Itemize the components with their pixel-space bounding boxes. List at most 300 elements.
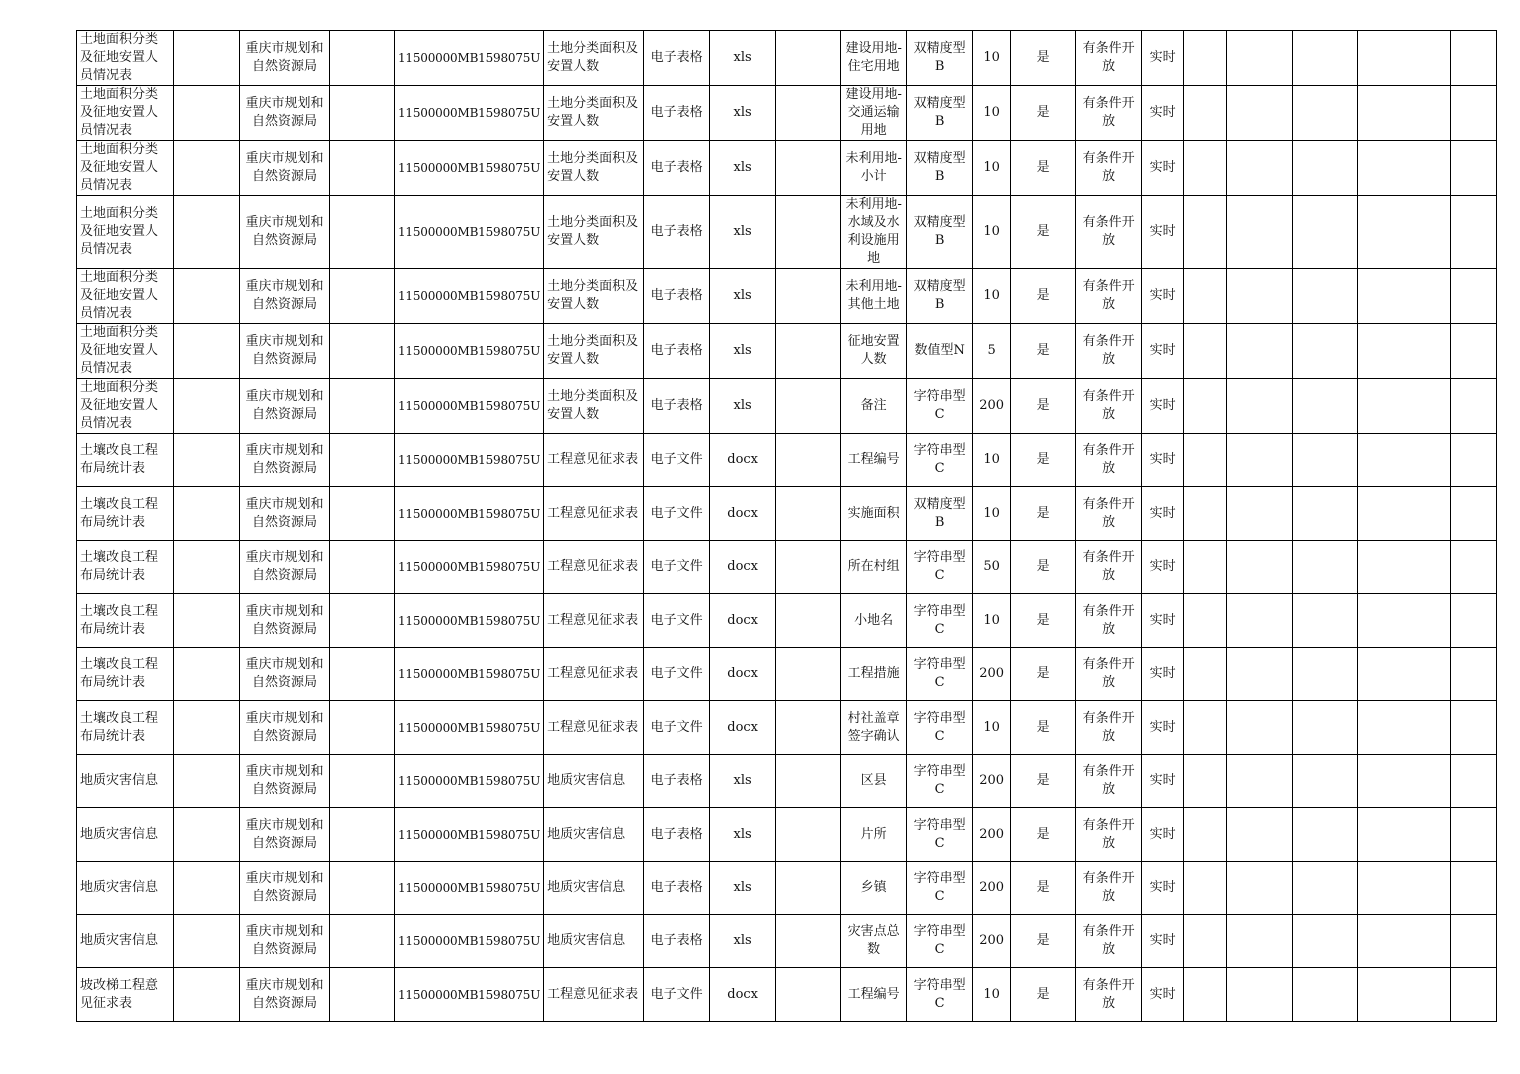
resource-name-cell: 地质灾害信息: [77, 755, 174, 808]
info-item-cell: 土地分类面积及安置人数: [544, 31, 644, 86]
field-length-cell: 10: [973, 141, 1011, 196]
provider-cell: 重庆市规划和自然资源局: [240, 269, 330, 324]
field-name-cell: 建设用地-住宅用地: [841, 31, 907, 86]
field-name-cell: 征地安置人数: [841, 324, 907, 379]
blank-cell: [776, 808, 841, 862]
blank-cell: [174, 541, 240, 594]
blank-cell: [174, 862, 240, 915]
update-cycle-cell: 实时: [1142, 269, 1184, 324]
table-row: [77, 269, 1497, 324]
is-shared-cell: 是: [1011, 862, 1076, 915]
data-type-cell: 字符串型C: [907, 701, 973, 755]
table-row: [77, 434, 1497, 487]
format-type-cell: 电子表格: [644, 862, 710, 915]
update-cycle-cell: 实时: [1142, 196, 1184, 269]
field-length-cell: 200: [973, 755, 1011, 808]
credit-code-cell: 11500000MB1598075U: [395, 434, 544, 487]
format-type-cell: 电子文件: [644, 434, 710, 487]
field-name-cell: 建设用地-交通运输用地: [841, 86, 907, 141]
resource-name-cell: 土地面积分类及征地安置人员情况表: [77, 196, 174, 269]
blank-cell: [330, 541, 395, 594]
field-name-cell: 工程措施: [841, 648, 907, 701]
blank-cell: [174, 196, 240, 269]
file-format-cell: xls: [710, 862, 776, 915]
resource-name-cell: 地质灾害信息: [77, 862, 174, 915]
info-item-cell: 土地分类面积及安置人数: [544, 269, 644, 324]
file-format-cell: xls: [710, 141, 776, 196]
format-type-cell: 电子文件: [644, 594, 710, 648]
blank-cell: [1184, 379, 1227, 434]
file-format-cell: xls: [710, 31, 776, 86]
blank-cell: [1451, 31, 1497, 86]
is-shared-cell: 是: [1011, 968, 1076, 1022]
blank-cell: [1358, 379, 1451, 434]
blank-cell: [330, 31, 395, 86]
blank-cell: [1184, 915, 1227, 968]
credit-code-cell: 11500000MB1598075U: [395, 379, 544, 434]
blank-cell: [776, 755, 841, 808]
table-row: [77, 862, 1497, 915]
data-catalog-table: [76, 30, 1497, 1022]
blank-cell: [1227, 31, 1293, 86]
blank-cell: [1293, 379, 1358, 434]
blank-cell: [1451, 487, 1497, 541]
info-item-cell: 地质灾害信息: [544, 915, 644, 968]
blank-cell: [776, 594, 841, 648]
blank-cell: [174, 141, 240, 196]
blank-cell: [1358, 324, 1451, 379]
file-format-cell: xls: [710, 915, 776, 968]
blank-cell: [1451, 541, 1497, 594]
format-type-cell: 电子表格: [644, 86, 710, 141]
blank-cell: [1451, 755, 1497, 808]
credit-code-cell: 11500000MB1598075U: [395, 31, 544, 86]
blank-cell: [1451, 86, 1497, 141]
provider-cell: 重庆市规划和自然资源局: [240, 31, 330, 86]
blank-cell: [1227, 324, 1293, 379]
blank-cell: [1227, 379, 1293, 434]
field-length-cell: 200: [973, 808, 1011, 862]
blank-cell: [1227, 701, 1293, 755]
blank-cell: [1227, 269, 1293, 324]
field-length-cell: 10: [973, 31, 1011, 86]
blank-cell: [330, 648, 395, 701]
info-item-cell: 土地分类面积及安置人数: [544, 379, 644, 434]
resource-name-cell: 土壤改良工程布局统计表: [77, 701, 174, 755]
field-name-cell: 灾害点总数: [841, 915, 907, 968]
provider-cell: 重庆市规划和自然资源局: [240, 434, 330, 487]
blank-cell: [776, 86, 841, 141]
blank-cell: [174, 379, 240, 434]
blank-cell: [1227, 196, 1293, 269]
field-name-cell: 实施面积: [841, 487, 907, 541]
format-type-cell: 电子表格: [644, 31, 710, 86]
resource-name-cell: 地质灾害信息: [77, 808, 174, 862]
table-row: [77, 808, 1497, 862]
provider-cell: 重庆市规划和自然资源局: [240, 755, 330, 808]
update-cycle-cell: 实时: [1142, 31, 1184, 86]
resource-name-cell: 土地面积分类及征地安置人员情况表: [77, 324, 174, 379]
file-format-cell: docx: [710, 434, 776, 487]
field-name-cell: 未利用地-水域及水利设施用地: [841, 196, 907, 269]
open-condition-cell: 有条件开放: [1076, 701, 1142, 755]
open-condition-cell: 有条件开放: [1076, 196, 1142, 269]
blank-cell: [1293, 701, 1358, 755]
table-row: [77, 379, 1497, 434]
blank-cell: [1358, 862, 1451, 915]
field-length-cell: 10: [973, 196, 1011, 269]
data-type-cell: 字符串型C: [907, 862, 973, 915]
open-condition-cell: 有条件开放: [1076, 648, 1142, 701]
table-row: [77, 541, 1497, 594]
resource-name-cell: 土地面积分类及征地安置人员情况表: [77, 379, 174, 434]
file-format-cell: docx: [710, 701, 776, 755]
data-type-cell: 双精度型B: [907, 196, 973, 269]
resource-name-cell: 土壤改良工程布局统计表: [77, 434, 174, 487]
blank-cell: [1358, 31, 1451, 86]
format-type-cell: 电子表格: [644, 755, 710, 808]
blank-cell: [776, 487, 841, 541]
blank-cell: [1184, 648, 1227, 701]
open-condition-cell: 有条件开放: [1076, 269, 1142, 324]
update-cycle-cell: 实时: [1142, 141, 1184, 196]
data-type-cell: 数值型N: [907, 324, 973, 379]
table-row: [77, 594, 1497, 648]
blank-cell: [1358, 808, 1451, 862]
data-type-cell: 字符串型C: [907, 968, 973, 1022]
field-name-cell: 乡镇: [841, 862, 907, 915]
blank-cell: [776, 196, 841, 269]
info-item-cell: 土地分类面积及安置人数: [544, 196, 644, 269]
file-format-cell: docx: [710, 487, 776, 541]
blank-cell: [1358, 269, 1451, 324]
blank-cell: [330, 915, 395, 968]
blank-cell: [1184, 541, 1227, 594]
is-shared-cell: 是: [1011, 324, 1076, 379]
field-length-cell: 200: [973, 648, 1011, 701]
open-condition-cell: 有条件开放: [1076, 141, 1142, 196]
data-type-cell: 字符串型C: [907, 755, 973, 808]
blank-cell: [1293, 434, 1358, 487]
blank-cell: [1293, 755, 1358, 808]
blank-cell: [1227, 968, 1293, 1022]
is-shared-cell: 是: [1011, 141, 1076, 196]
file-format-cell: docx: [710, 594, 776, 648]
open-condition-cell: 有条件开放: [1076, 915, 1142, 968]
field-length-cell: 200: [973, 379, 1011, 434]
provider-cell: 重庆市规划和自然资源局: [240, 86, 330, 141]
update-cycle-cell: 实时: [1142, 755, 1184, 808]
blank-cell: [776, 434, 841, 487]
provider-cell: 重庆市规划和自然资源局: [240, 648, 330, 701]
blank-cell: [1451, 862, 1497, 915]
data-type-cell: 字符串型C: [907, 808, 973, 862]
is-shared-cell: 是: [1011, 269, 1076, 324]
info-item-cell: 工程意见征求表: [544, 701, 644, 755]
blank-cell: [1184, 862, 1227, 915]
table-row: [77, 31, 1497, 86]
field-length-cell: 5: [973, 324, 1011, 379]
format-type-cell: 电子表格: [644, 915, 710, 968]
table-row: [77, 755, 1497, 808]
blank-cell: [1293, 862, 1358, 915]
blank-cell: [1358, 541, 1451, 594]
resource-name-cell: 土壤改良工程布局统计表: [77, 594, 174, 648]
blank-cell: [330, 701, 395, 755]
blank-cell: [1358, 755, 1451, 808]
provider-cell: 重庆市规划和自然资源局: [240, 701, 330, 755]
info-item-cell: 工程意见征求表: [544, 648, 644, 701]
blank-cell: [776, 915, 841, 968]
format-type-cell: 电子表格: [644, 141, 710, 196]
file-format-cell: xls: [710, 86, 776, 141]
format-type-cell: 电子文件: [644, 968, 710, 1022]
credit-code-cell: 11500000MB1598075U: [395, 594, 544, 648]
credit-code-cell: 11500000MB1598075U: [395, 648, 544, 701]
field-length-cell: 200: [973, 915, 1011, 968]
data-type-cell: 字符串型C: [907, 594, 973, 648]
provider-cell: 重庆市规划和自然资源局: [240, 141, 330, 196]
blank-cell: [1227, 141, 1293, 196]
update-cycle-cell: 实时: [1142, 487, 1184, 541]
blank-cell: [1184, 324, 1227, 379]
blank-cell: [1293, 324, 1358, 379]
file-format-cell: xls: [710, 324, 776, 379]
blank-cell: [1358, 434, 1451, 487]
blank-cell: [1451, 648, 1497, 701]
field-length-cell: 10: [973, 434, 1011, 487]
open-condition-cell: 有条件开放: [1076, 487, 1142, 541]
table-row: [77, 648, 1497, 701]
blank-cell: [330, 755, 395, 808]
field-length-cell: 10: [973, 487, 1011, 541]
credit-code-cell: 11500000MB1598075U: [395, 487, 544, 541]
blank-cell: [776, 141, 841, 196]
open-condition-cell: 有条件开放: [1076, 968, 1142, 1022]
blank-cell: [174, 968, 240, 1022]
update-cycle-cell: 实时: [1142, 701, 1184, 755]
provider-cell: 重庆市规划和自然资源局: [240, 915, 330, 968]
is-shared-cell: 是: [1011, 379, 1076, 434]
table-row: [77, 324, 1497, 379]
resource-name-cell: 土地面积分类及征地安置人员情况表: [77, 31, 174, 86]
info-item-cell: 工程意见征求表: [544, 434, 644, 487]
data-type-cell: 字符串型C: [907, 648, 973, 701]
blank-cell: [1184, 269, 1227, 324]
blank-cell: [330, 269, 395, 324]
blank-cell: [174, 755, 240, 808]
is-shared-cell: 是: [1011, 755, 1076, 808]
info-item-cell: 土地分类面积及安置人数: [544, 324, 644, 379]
blank-cell: [1293, 808, 1358, 862]
blank-cell: [776, 968, 841, 1022]
update-cycle-cell: 实时: [1142, 86, 1184, 141]
blank-cell: [1184, 968, 1227, 1022]
file-format-cell: xls: [710, 808, 776, 862]
info-item-cell: 地质灾害信息: [544, 862, 644, 915]
info-item-cell: 工程意见征求表: [544, 594, 644, 648]
blank-cell: [776, 324, 841, 379]
blank-cell: [1227, 862, 1293, 915]
provider-cell: 重庆市规划和自然资源局: [240, 808, 330, 862]
blank-cell: [174, 324, 240, 379]
resource-name-cell: 坡改梯工程意见征求表: [77, 968, 174, 1022]
blank-cell: [1451, 434, 1497, 487]
field-length-cell: 10: [973, 269, 1011, 324]
credit-code-cell: 11500000MB1598075U: [395, 968, 544, 1022]
format-type-cell: 电子文件: [644, 701, 710, 755]
is-shared-cell: 是: [1011, 196, 1076, 269]
field-length-cell: 10: [973, 968, 1011, 1022]
blank-cell: [1184, 755, 1227, 808]
open-condition-cell: 有条件开放: [1076, 808, 1142, 862]
provider-cell: 重庆市规划和自然资源局: [240, 196, 330, 269]
blank-cell: [174, 86, 240, 141]
blank-cell: [1451, 324, 1497, 379]
blank-cell: [1358, 141, 1451, 196]
is-shared-cell: 是: [1011, 487, 1076, 541]
provider-cell: 重庆市规划和自然资源局: [240, 541, 330, 594]
credit-code-cell: 11500000MB1598075U: [395, 86, 544, 141]
info-item-cell: 工程意见征求表: [544, 968, 644, 1022]
blank-cell: [1293, 487, 1358, 541]
resource-name-cell: 土地面积分类及征地安置人员情况表: [77, 86, 174, 141]
blank-cell: [1451, 915, 1497, 968]
provider-cell: 重庆市规划和自然资源局: [240, 968, 330, 1022]
field-length-cell: 200: [973, 862, 1011, 915]
credit-code-cell: 11500000MB1598075U: [395, 755, 544, 808]
field-name-cell: 所在村组: [841, 541, 907, 594]
file-format-cell: docx: [710, 968, 776, 1022]
credit-code-cell: 11500000MB1598075U: [395, 808, 544, 862]
credit-code-cell: 11500000MB1598075U: [395, 915, 544, 968]
blank-cell: [1227, 755, 1293, 808]
format-type-cell: 电子表格: [644, 324, 710, 379]
data-type-cell: 双精度型B: [907, 31, 973, 86]
blank-cell: [1227, 594, 1293, 648]
blank-cell: [776, 701, 841, 755]
open-condition-cell: 有条件开放: [1076, 541, 1142, 594]
blank-cell: [1451, 379, 1497, 434]
update-cycle-cell: 实时: [1142, 541, 1184, 594]
update-cycle-cell: 实时: [1142, 915, 1184, 968]
blank-cell: [1227, 915, 1293, 968]
info-item-cell: 工程意见征求表: [544, 487, 644, 541]
format-type-cell: 电子表格: [644, 269, 710, 324]
field-name-cell: 村社盖章签字确认: [841, 701, 907, 755]
file-format-cell: xls: [710, 269, 776, 324]
update-cycle-cell: 实时: [1142, 324, 1184, 379]
blank-cell: [776, 269, 841, 324]
is-shared-cell: 是: [1011, 648, 1076, 701]
file-format-cell: xls: [710, 755, 776, 808]
data-type-cell: 字符串型C: [907, 541, 973, 594]
resource-name-cell: 土地面积分类及征地安置人员情况表: [77, 141, 174, 196]
blank-cell: [1184, 487, 1227, 541]
provider-cell: 重庆市规划和自然资源局: [240, 379, 330, 434]
format-type-cell: 电子文件: [644, 648, 710, 701]
update-cycle-cell: 实时: [1142, 594, 1184, 648]
blank-cell: [1358, 701, 1451, 755]
info-item-cell: 土地分类面积及安置人数: [544, 86, 644, 141]
provider-cell: 重庆市规划和自然资源局: [240, 594, 330, 648]
field-length-cell: 50: [973, 541, 1011, 594]
blank-cell: [1451, 808, 1497, 862]
blank-cell: [174, 648, 240, 701]
open-condition-cell: 有条件开放: [1076, 594, 1142, 648]
blank-cell: [1184, 434, 1227, 487]
update-cycle-cell: 实时: [1142, 434, 1184, 487]
blank-cell: [776, 648, 841, 701]
blank-cell: [330, 808, 395, 862]
data-type-cell: 双精度型B: [907, 269, 973, 324]
file-format-cell: xls: [710, 379, 776, 434]
open-condition-cell: 有条件开放: [1076, 31, 1142, 86]
open-condition-cell: 有条件开放: [1076, 86, 1142, 141]
blank-cell: [1293, 968, 1358, 1022]
blank-cell: [1184, 86, 1227, 141]
data-type-cell: 双精度型B: [907, 86, 973, 141]
blank-cell: [1451, 968, 1497, 1022]
format-type-cell: 电子文件: [644, 541, 710, 594]
blank-cell: [330, 968, 395, 1022]
field-name-cell: 工程编号: [841, 968, 907, 1022]
blank-cell: [1293, 86, 1358, 141]
table-row: [77, 968, 1497, 1022]
blank-cell: [1184, 31, 1227, 86]
is-shared-cell: 是: [1011, 86, 1076, 141]
blank-cell: [330, 141, 395, 196]
blank-cell: [776, 31, 841, 86]
table-row: [77, 86, 1497, 141]
blank-cell: [1184, 141, 1227, 196]
blank-cell: [174, 915, 240, 968]
credit-code-cell: 11500000MB1598075U: [395, 701, 544, 755]
field-length-cell: 10: [973, 594, 1011, 648]
data-type-cell: 双精度型B: [907, 487, 973, 541]
provider-cell: 重庆市规划和自然资源局: [240, 862, 330, 915]
credit-code-cell: 11500000MB1598075U: [395, 324, 544, 379]
blank-cell: [174, 269, 240, 324]
table-row: [77, 196, 1497, 269]
table-row: [77, 915, 1497, 968]
blank-cell: [1293, 31, 1358, 86]
blank-cell: [330, 86, 395, 141]
open-condition-cell: 有条件开放: [1076, 324, 1142, 379]
blank-cell: [1358, 594, 1451, 648]
blank-cell: [1184, 701, 1227, 755]
update-cycle-cell: 实时: [1142, 648, 1184, 701]
blank-cell: [174, 31, 240, 86]
update-cycle-cell: 实时: [1142, 968, 1184, 1022]
is-shared-cell: 是: [1011, 541, 1076, 594]
blank-cell: [330, 196, 395, 269]
credit-code-cell: 11500000MB1598075U: [395, 196, 544, 269]
info-item-cell: 工程意见征求表: [544, 541, 644, 594]
blank-cell: [1293, 648, 1358, 701]
field-name-cell: 未利用地-小计: [841, 141, 907, 196]
blank-cell: [174, 434, 240, 487]
blank-cell: [330, 862, 395, 915]
table-row: [77, 701, 1497, 755]
blank-cell: [1358, 487, 1451, 541]
field-name-cell: 未利用地-其他土地: [841, 269, 907, 324]
data-type-cell: 字符串型C: [907, 434, 973, 487]
blank-cell: [330, 434, 395, 487]
info-item-cell: 土地分类面积及安置人数: [544, 141, 644, 196]
format-type-cell: 电子表格: [644, 196, 710, 269]
is-shared-cell: 是: [1011, 594, 1076, 648]
